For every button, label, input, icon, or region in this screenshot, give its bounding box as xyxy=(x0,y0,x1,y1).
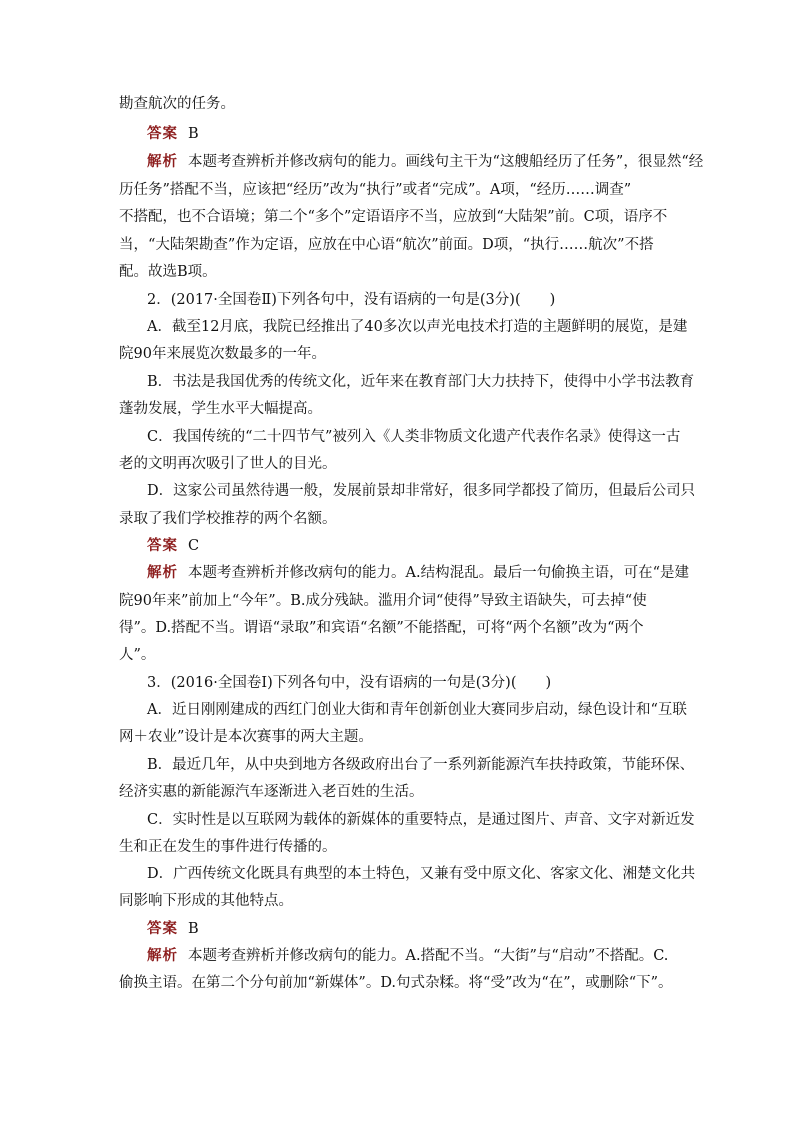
option-d: D．广西传统文化既具有典型的本土特色，又兼有受中原文化、客家文化、湘楚文化共 xyxy=(147,866,696,882)
text-line: 老的文明再次吸引了世人的目光。 xyxy=(119,456,337,472)
answer-tag: 答案 xyxy=(147,920,178,937)
text-line: 不搭配，也不合语境；第二个“多个”定语语序不当，应放到“大陆架”前。C项，语序不 xyxy=(119,209,668,225)
answer-value: B xyxy=(188,126,199,142)
answer-line xyxy=(147,124,679,144)
option-a: A．近日刚刚建成的西红门创业大街和青年创新创业大赛同步启动，绿色设计和“互联 xyxy=(147,702,687,718)
option-c: C．我国传统的“二十四节气”被列入《人类非物质文化遗产代表作名录》使得这一古 xyxy=(147,429,681,445)
answer-line xyxy=(147,536,679,556)
text-line: 人”。 xyxy=(119,647,156,663)
text-line: 当，“大陆架勘查”作为定语，应放在中心语“航次”前面。D项，“执行……航次”不搭 xyxy=(119,237,654,253)
text-line: 网＋农业”设计是本次赛事的两大主题。 xyxy=(119,729,373,745)
text-line: 本题考查辨析并修改病句的能力。A.结构混乱。最后一句偷换主语，可在“是建 xyxy=(188,565,689,581)
option-b: B．最近几年，从中央到地方各级政府出台了一系列新能源汽车扶持政策，节能环保、 xyxy=(147,757,695,773)
analysis-tag: 解析 xyxy=(147,947,178,964)
option-b: B．书法是我国优秀的传统文化，近年来在教育部门大力扶持下，使得中小学书法教育 xyxy=(147,374,695,390)
text-line: 本题考查辨析并修改病句的能力。画线句主干为“这艘船经历了任务”，很显然“经 xyxy=(188,154,704,170)
text-line: 本题考查辨析并修改病句的能力。A.搭配不当。“大街”与“启动”不搭配。C. xyxy=(188,948,669,964)
text-line: 院90年来展览次数最多的一年。 xyxy=(119,346,326,362)
question-line: 3．(2016·全国卷Ⅰ)下列各句中，没有语病的一句是(3分)( ) xyxy=(147,675,552,691)
option-a: A．截至12月底，我院已经推出了40多次以声光电技术打造的主题鲜明的展览，是建 xyxy=(147,319,688,335)
text-line: 生和正在发生的事件进行传播的。 xyxy=(119,839,337,855)
text-line: 录取了我们学校推荐的两个名额。 xyxy=(119,511,337,527)
option-c: C．实时性是以互联网为载体的新媒体的重要特点，是通过图片、声音、文字对新近发 xyxy=(147,812,695,828)
analysis-tag: 解析 xyxy=(147,564,178,581)
answer-value: B xyxy=(188,921,199,937)
question-line: 2．(2017·全国卷Ⅱ)下列各句中，没有语病的一句是(3分)( ) xyxy=(147,292,556,308)
answer-line xyxy=(147,919,679,939)
analysis-line xyxy=(147,563,689,583)
text-line: 院90年来”前加上“今年”。B.成分残缺。滥用介词“使得”导致主语缺失，可去掉“使 xyxy=(119,593,647,609)
text-line: 配。故选B项。 xyxy=(119,264,217,280)
analysis-line xyxy=(147,946,679,966)
answer-value: C xyxy=(188,538,200,554)
option-d: D．这家公司虽然待遇一般，发展前景却非常好，很多同学都投了简历，但最后公司只 xyxy=(147,483,696,499)
text-line: 偷换主语。在第二个分句前加“新媒体”。D.句式杂糅。将“受”改为“在”，或删除“下”。 xyxy=(119,975,673,991)
text-line: 历任务”搭配不当，应该把“经历”改为“执行”或者“完成”。A项，“经历……调查” xyxy=(119,182,632,198)
answer-tag: 答案 xyxy=(147,537,178,554)
answer-tag: 答案 xyxy=(147,125,178,142)
text-line: 蓬勃发展，学生水平大幅提高。 xyxy=(119,401,322,417)
analysis-line xyxy=(147,152,704,172)
text-line: 得”。D.搭配不当。谓语“录取”和宾语“名额”不能搭配，可将“两个名额”改为“两个 xyxy=(119,620,644,636)
analysis-tag: 解析 xyxy=(147,153,178,170)
text-line: 勘查航次的任务。 xyxy=(119,96,235,112)
text-line: 同影响下形成的其他特点。 xyxy=(119,893,293,909)
text-line: 经济实惠的新能源汽车逐渐进入老百姓的生活。 xyxy=(119,784,424,800)
